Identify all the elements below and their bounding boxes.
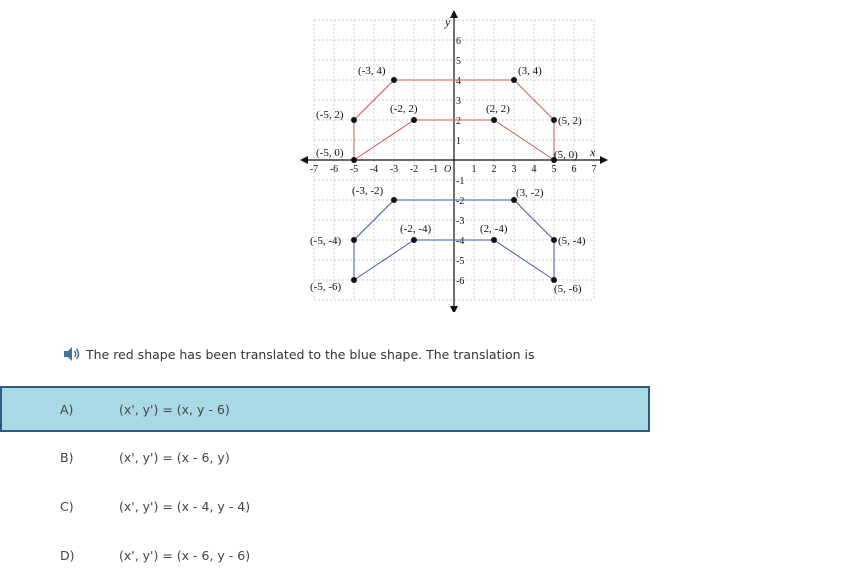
y-tick-label: 2 xyxy=(456,116,461,127)
y-tick-label: 1 xyxy=(456,136,461,147)
speaker-icon[interactable] xyxy=(62,346,82,362)
choice-b[interactable] xyxy=(0,435,650,480)
x-tick-label: -2 xyxy=(409,164,419,175)
x-tick-label: 3 xyxy=(511,164,517,175)
coordinate-graph xyxy=(296,6,608,312)
red-vertex-label: (5, 0) xyxy=(554,149,578,161)
red-vertex-label: (3, 4) xyxy=(518,65,542,77)
choice-letter: B) xyxy=(60,450,74,465)
red-vertex-label: (-2, 2) xyxy=(390,103,418,115)
choice-d[interactable] xyxy=(0,533,650,578)
x-tick-label: -3 xyxy=(389,164,399,175)
red-vertex-label: (-5, 0) xyxy=(316,147,344,159)
y-axis-arrow xyxy=(450,306,458,312)
y-tick-label: 6 xyxy=(456,36,461,47)
red-shape-vertex xyxy=(411,117,417,123)
choice-formula: (x', y') = (x, y - 6) xyxy=(119,402,230,417)
blue-shape-vertex xyxy=(351,277,357,283)
blue-vertex-label: (-3, -2) xyxy=(352,185,384,197)
y-tick-label: -5 xyxy=(456,256,465,267)
y-axis-arrow xyxy=(450,10,458,18)
red-shape-vertex xyxy=(551,117,557,123)
blue-vertex-label: (5, -4) xyxy=(558,235,586,247)
red-vertex-label: (-5, 2) xyxy=(316,109,344,121)
choice-formula: (x', y') = (x - 4, y - 4) xyxy=(119,499,251,514)
x-tick-label: -7 xyxy=(309,164,319,175)
question-prompt xyxy=(62,346,535,362)
x-axis-arrow xyxy=(600,156,608,164)
red-shape-vertex xyxy=(491,117,497,123)
blue-shape-vertex xyxy=(491,237,497,243)
choice-c[interactable] xyxy=(0,484,650,529)
red-vertex-label: (5, 2) xyxy=(558,115,582,127)
blue-shape-vertex xyxy=(551,237,557,243)
y-tick-label: -3 xyxy=(456,216,465,227)
y-tick-label: 4 xyxy=(456,76,461,87)
x-tick-label: -6 xyxy=(329,164,339,175)
red-vertex-label: (2, 2) xyxy=(486,103,510,115)
y-tick-label: 3 xyxy=(456,96,461,107)
choice-letter: A) xyxy=(60,402,74,417)
x-tick-label: 6 xyxy=(571,164,577,175)
red-shape-vertex xyxy=(391,77,397,83)
y-axis-label: y xyxy=(445,15,451,29)
blue-vertex-label: (-5, -6) xyxy=(310,281,342,293)
x-axis-label: x xyxy=(590,145,596,159)
blue-vertex-label: (-5, -4) xyxy=(310,235,342,247)
blue-shape-vertex xyxy=(391,197,397,203)
choice-letter: D) xyxy=(60,548,75,563)
y-tick-label: 5 xyxy=(456,56,461,67)
red-shape-vertex xyxy=(351,117,357,123)
y-tick-label: -4 xyxy=(456,236,465,247)
y-tick-label: -6 xyxy=(456,276,465,287)
x-tick-label: 2 xyxy=(491,164,497,175)
x-tick-label: -1 xyxy=(429,164,439,175)
choice-formula: (x', y') = (x - 6, y) xyxy=(119,450,230,465)
red-vertex-label: (-3, 4) xyxy=(358,65,386,77)
x-tick-label: 1 xyxy=(471,164,477,175)
red-shape-vertex xyxy=(351,157,357,163)
question-text: The red shape has been translated to the blue shape. The translation is xyxy=(86,346,535,362)
x-tick-label: -4 xyxy=(369,164,379,175)
blue-vertex-label: (-2, -4) xyxy=(400,223,432,235)
blue-vertex-label: (2, -4) xyxy=(480,223,508,235)
choice-formula: (x', y') = (x - 6, y - 6) xyxy=(119,548,251,563)
blue-shape-vertex xyxy=(411,237,417,243)
red-shape-vertex xyxy=(511,77,517,83)
blue-vertex-label: (5, -6) xyxy=(554,283,582,295)
x-tick-label: 7 xyxy=(591,164,597,175)
y-tick-label: -1 xyxy=(456,176,465,187)
x-tick-label: -5 xyxy=(349,164,359,175)
blue-vertex-label: (3, -2) xyxy=(516,187,544,199)
choice-a[interactable] xyxy=(0,386,650,432)
x-tick-label: 4 xyxy=(531,164,537,175)
x-axis-arrow xyxy=(300,156,308,164)
origin-label: O xyxy=(444,164,452,175)
x-tick-label: 5 xyxy=(551,164,557,175)
choice-letter: C) xyxy=(60,499,74,514)
y-tick-label: -2 xyxy=(456,196,465,207)
blue-shape-vertex xyxy=(351,237,357,243)
